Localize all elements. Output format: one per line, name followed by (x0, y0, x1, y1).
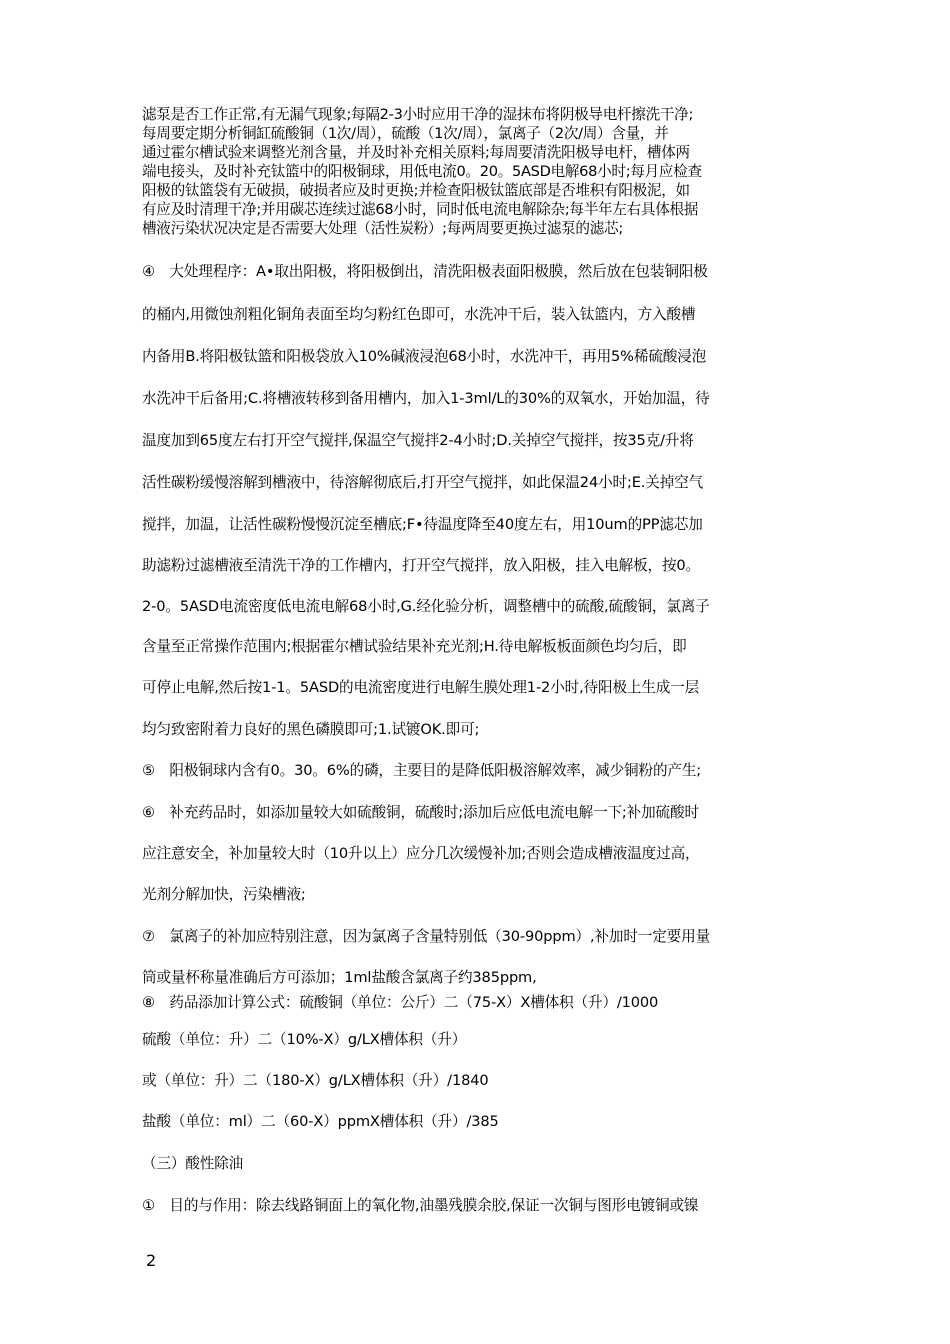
item-4-line: 搅拌，加温，让活性碳粉慢慢沉淀至槽底;F•待温度降至40度左右，用10um的PP滤芯加 (142, 516, 703, 533)
item-4-line: 助滤粉过滤槽液至清洗干净的工作槽内，打开空气搅拌，放入阳极，挂入电解板，按0。 (142, 557, 701, 574)
item-4-line: 活性碳粉缓慢溶解到槽液中，待溶解彻底后,打开空气搅拌，如此保温24小时;E.关掉空气 (142, 474, 704, 491)
section-item-1-line: ① 目的与作用：除去线路铜面上的氧化物,油墨残膜余胶,保证一次铜与图形电镀铜或镍 (142, 1197, 699, 1214)
item-4-line: 的桶内,用微蚀剂粗化铜角表面至均匀粉红色即可，水洗冲干后，装入钛篮内，方入酸槽 (142, 306, 696, 323)
item-4-line: 2-0。5ASD电流密度低电流电解68小时,G.经化验分析，调整槽中的硫酸,硫酸铜，氯离子 (142, 598, 710, 615)
item-4-line: 均匀致密附着力良好的黑色磷膜即可;1.试镀OK.即可; (142, 721, 480, 738)
item-7-line: ⑦ 氯离子的补加应特别注意，因为氯离子含量特别低（30-90ppm）,补加时一定要用量 (142, 928, 711, 945)
formula-line: ⑧ 药品添加计算公式：硫酸铜（单位：公斤）二（75-X）X槽体积（升）/1000 (142, 994, 659, 1011)
formula-line: 或（单位：升）二（180-X）g/LX槽体积（升）/1840 (142, 1072, 489, 1089)
section-heading: （三）酸性除油 (142, 1155, 244, 1172)
formula-line: 硫酸（单位：升）二（10%-X）g/LX槽体积（升） (142, 1031, 467, 1048)
text-line: 每周要定期分析铜缸硫酸铜（1次/周），硫酸（1次/周），氯离子（2次/周）含量，并 (142, 125, 669, 142)
item-4-line: 含量至正常操作范围内;根据霍尔槽试验结果补充光剂;H.待电解板板面颜色均匀后，即 (142, 638, 687, 655)
item-4-line: ④ 大处理程序：A•取出阳极，将阳极倒出，清洗阳极表面阳极膜，然后放在包装铜阳极 (142, 263, 708, 280)
formula-line: 盐酸（单位：ml）二（60-X）ppmX槽体积（升）/385 (142, 1113, 499, 1130)
maintenance-paragraph (142, 105, 818, 238)
item-4-line: 水洗冲干后备用;C.将槽液转移到备用槽内，加入1-3ml/L的30%的双氧水，开始加温，待 (142, 390, 710, 407)
page-number: 2 (146, 1251, 157, 1270)
item-5-line: ⑤ 阳极铜球内含有0。30。6%的磷，主要目的是降低阳极溶解效率，减少铜粉的产生; (142, 762, 702, 779)
item-7-line: 筒或量杯称量准确后方可添加；1ml盐酸含氯离子约385ppm, (142, 969, 537, 986)
item-6-line: ⑥ 补充药品时，如添加量较大如硫酸铜，硫酸时;添加后应低电流电解一下;补加硫酸时 (142, 804, 699, 821)
item-4-line: 内备用B.将阳极钛篮和阳极袋放入10%碱液浸泡68小时，水洗冲干，再用5%稀硫酸浸泡 (142, 348, 707, 365)
text-line: 有应及时清理干净;并用碳芯连续过滤68小时，同时低电流电解除杂;每半年左右具体根据 (142, 201, 699, 218)
item-6-line: 光剂分解加快，污染槽液; (142, 886, 306, 903)
item-6-line: 应注意安全，补加量较大时（10升以上）应分几次缓慢补加;否则会造成槽液温度过高， (142, 845, 700, 862)
item-4-line: 可停止电解,然后按1-1。5ASD的电流密度进行电解生膜处理1-2小时,待阳极上生成一层 (142, 679, 700, 696)
text-line: 端电接头，及时补充钛篮中的阳极铜球，用低电流0。20。5ASD电解68小时;每月应检查 (142, 163, 702, 180)
text-line: 槽液污染状况决定是否需要大处理（活性炭粉）;每两周要更换过滤泵的滤芯; (142, 220, 623, 237)
text-line: 通过霍尔槽试验来调整光剂含量，并及时补充相关原料;每周要清洗阳极导电杆，槽体两 (142, 144, 690, 161)
text-line: 滤泵是否工作正常,有无漏气现象;每隔2-3小时应用干净的湿抹布将阴极导电杆擦洗干净; (142, 106, 694, 123)
item-4-line: 温度加到65度左右打开空气搅拌,保温空气搅拌2-4小时;D.关掉空气搅拌，按35克/升将 (142, 432, 694, 449)
text-line: 阳极的钛篮袋有无破损，破损者应及时更换;并检查阳极钛篮底部是否堆积有阳极泥，如 (142, 182, 690, 199)
